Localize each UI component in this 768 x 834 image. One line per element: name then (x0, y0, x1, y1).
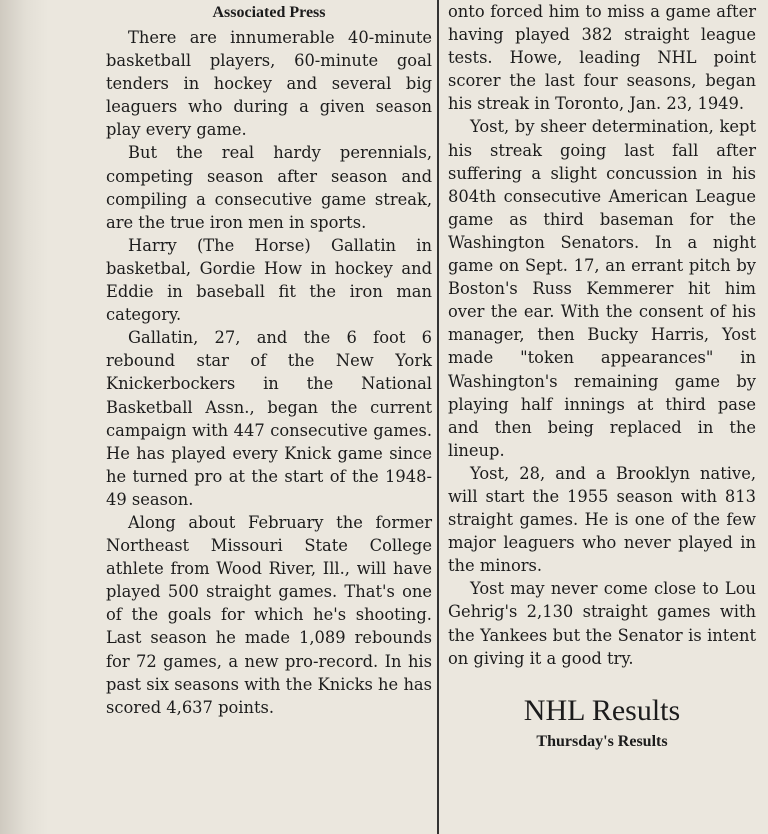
paragraph: Yost may never come close to Lou Gehrig's 2,130 straight games with the Yankees but the Senator is intent on giving it a good try. (448, 579, 756, 668)
paragraph: Along about February the former Northeast Missouri State College athlete from Wood River, Ill., will have played 500 straight games. That's one of the goals for which he's shooting. Last season he made 1,089 rebounds for 72 games, a new pro-record. In his past six seasons with the Knicks he has scored 4,637 points. (106, 512, 432, 717)
paragraph: But the real hardy perennials, competing season after season and compiling a consecutive game streak, are the true iron men in sports. (106, 143, 432, 232)
paragraph-continuation: onto forced him to miss a game after having played 382 straight league tests. Howe, leading NHL point scorer the last four seasons, began his streak in Toronto, Jan. 23, 1949. (448, 2, 756, 114)
paragraph: Yost, 28, and a Brooklyn native, will start the 1955 season with 813 straight games. He is one of the few major leaguers who never played in the minors. (448, 463, 756, 576)
paragraph: There are innumerable 40-minute basketball players, 60-minute goal tenders in hockey and several big leaguers who during a given season play every game. (106, 28, 432, 140)
page-edge-shadow (0, 0, 48, 834)
column-rule (437, 0, 439, 834)
left-column (106, 0, 432, 719)
section-heading: NHL Results (523, 693, 681, 727)
paragraph: Harry (The Horse) Gallatin in basketbal, Gordie How in hockey and Eddie in baseball fit the iron man category. (106, 235, 432, 325)
right-column (448, 0, 756, 752)
byline: Associated Press (212, 4, 326, 21)
paragraph: Yost, by sheer determination, kept his streak going last fall after suffering a slight concussion in his 804th consecutive American League game as third baseman for the Washington Senators. In a night game on Sept. 17, an errant pitch by Boston's Russ Kemmerer hit him over the ear. With the consent of his manager, then Bucky Harris, Yost made "token appearances" in Washington's remaining game by playing half innings at third pase and then being replaced in the lineup. (448, 117, 756, 460)
paragraph: Gallatin, 27, and the 6 foot 6 rebound star of the New York Knickerbockers in the National Basketball Assn., began the current campaign with 447 consecutive games. He has played every Knick game since he turned pro at the start of the 1948-49 season. (106, 328, 432, 509)
section-subheading: Thursday's Results (536, 732, 668, 750)
